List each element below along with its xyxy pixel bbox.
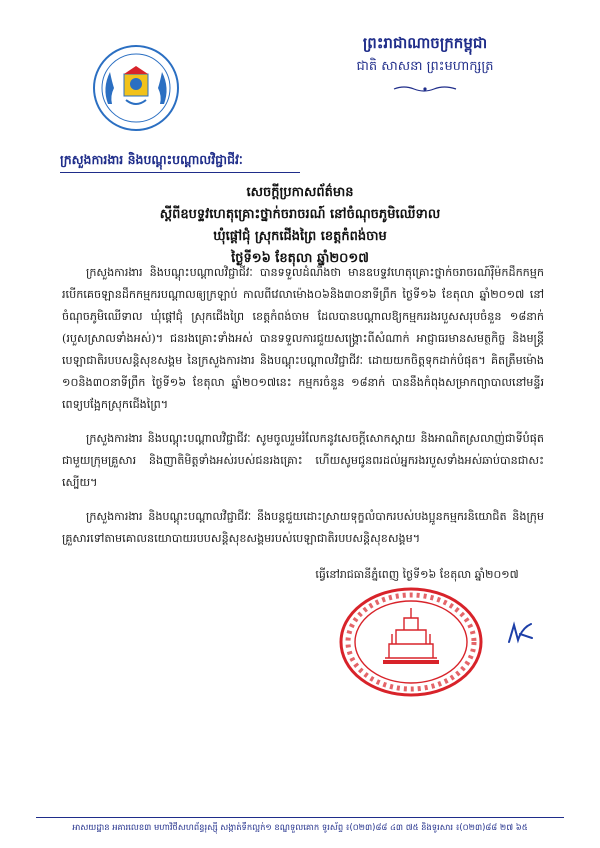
paragraph-1: ក្រសួងការងារ និងបណ្តុះបណ្តាលវិជ្ជាជីវៈ បានទទួលដំណឹងថា មានឧបទ្ទវហេតុគ្រោះថ្នាក់ចរាចរណ៍រ៉ឺម៉កដឹកកម្មករបើកគេចឡានដឹកកម្មករបណ្តាលឲ្យក្រឡាប់ កាលពីវេលាម៉ោង០៦និង៣០នាទីព្រឹក ថ្ងៃទី១៦ ខែតុលា ឆ្នាំ២០១៧ នៅចំណុចភូមិឈើទាល ឃុំផ្តៅជុំ ស្រុកជើងព្រៃ ខេត្តកំពង់ចាម ដែលបានបណ្តាលឱ្យកម្មកររងរបួសសរុបចំនួន ១៨នាក់ (របួសស្រាលទាំងអស់)។ ជនរងគ្រោះទាំងអស់ បានទទួលការជួយសង្គ្រោះពីសំណាក់ អាជ្ញាធរមានសមត្ថកិច្ច និងមន្ត្រីបេឡាជាតិរបបសន្តិសុខសង្គម នៃក្រសួងការងារ និងបណ្តុះបណ្តាលវិជ្ជាជីវៈ ដោយយកចិត្តទុកដាក់បំផុត។ គិតត្រឹមម៉ោង ១០និង៣០នាទីព្រឹក ថ្ងៃទី១៦ ខែតុលា ឆ្នាំ២០១៧នេះ កម្មករចំនួន ១៨នាក់ បាននឹងកំពុងសម្រាកព្យាបាលនៅមន្ទីរពេទ្យបង្អែកស្រុកជើងព្រៃ។ [62, 266, 544, 411]
kingdom-heading: ព្រះរាជាណាចក្រកម្ពុជា [362, 34, 488, 52]
date-place-line: ធ្វើនៅរាជធានីភ្នំពេញ ថ្ងៃទី១៦ ខែតុលា ឆ្នាំ២០១៧ [315, 568, 519, 581]
ministry-name: ក្រសួងការងារ និងបណ្តុះបណ្តាលវិជ្ជាជីវៈ [60, 152, 243, 167]
title-line-4: ថ្ងៃទី១៦ ខែតុលា ឆ្នាំ២០១៧ [231, 251, 369, 266]
title-line-3: ឃុំផ្តៅជុំ ស្រុកជើងព្រៃ ខេត្តកំពង់ចាម [213, 229, 387, 244]
announcement-body [62, 262, 544, 562]
ministry-underline [60, 172, 300, 173]
announcement-title [100, 182, 500, 270]
title-line-1: សេចក្តីប្រកាសព័ត៌មាន [246, 185, 354, 200]
national-motto: ជាតិ សាសនា ព្រះមហាក្សត្រ [356, 59, 494, 74]
official-seal-icon [338, 586, 484, 698]
footer-address: អាសយដ្ឋាន អគារលេខ៣ មហាវិថីសហព័ន្ធរុស្ស៊ី សង្កាត់ទឹកល្អក់១ ខណ្ឌទួលគោក ទូរស័ព្ទ ៖(០២៣)៨៨ ៤៣ ៧៥ និងទូរសារ ៖(០២៣)៨៨ ២៧ ៦៥ [72, 822, 528, 832]
ministry-emblem-icon [92, 44, 180, 132]
title-line-2: ស្តីពីឧបទ្ទវហេតុគ្រោះថ្នាក់ចរាចរណ៍ នៅចំណុចភូមិឈើទាល [159, 207, 441, 222]
footer-rule [36, 817, 564, 818]
paragraph-2: ក្រសួងការងារ និងបណ្តុះបណ្តាលវិជ្ជាជីវៈ សូមចូលរួមរំលែកនូវសេចក្តីសោកស្តាយ និងអាណិតស្រលាញ់ជាទីបំផុតជាមួយក្រុមគ្រួសារ និងញាតិមិត្តទាំងអស់របស់ជនរងគ្រោះ ហើយសូមជូនពរដល់អ្នករងរបួសទាំងអស់ឆាប់បានជាសះស្បើយ។ [62, 432, 544, 489]
signature-icon [506, 620, 534, 646]
paragraph-3: ក្រសួងការងារ និងបណ្តុះបណ្តាលវិជ្ជាជីវៈ នឹងបន្តជួយដោះស្រាយទុក្ខលំបាករបស់បងប្អូនកម្មករនិយោជិត និងក្រុមគ្រួសារទៅតាមគោលនយោបាយរបបសន្តិសុខសង្គមរបស់បេឡាជាតិរបបសន្តិសុខសង្គម។ [62, 510, 544, 545]
motto-ornament-icon [392, 84, 458, 94]
